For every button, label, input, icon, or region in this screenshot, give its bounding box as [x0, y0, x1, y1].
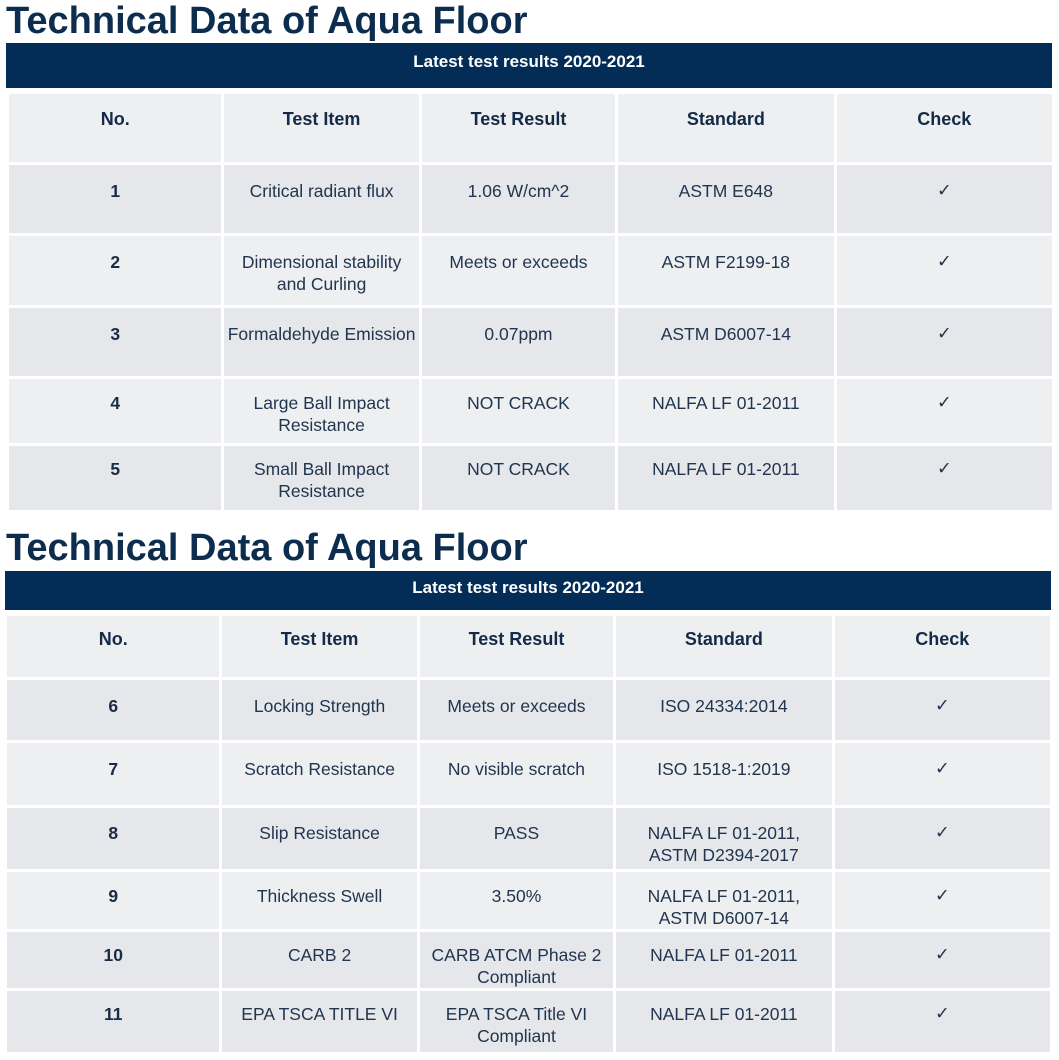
row-number: 2 [8, 235, 223, 307]
row-number: 6 [6, 679, 221, 742]
row-number: 3 [8, 307, 223, 378]
standard: NALFA LF 01-2011, ASTM D6007-14 [615, 871, 833, 931]
standard: ASTM F2199-18 [617, 235, 835, 307]
test-item: Dimensional stability and Curling [223, 235, 420, 307]
check-mark-icon: ✓ [835, 445, 1053, 512]
check-mark-icon: ✓ [833, 871, 1051, 931]
table-row [6, 990, 1052, 1054]
check-mark-icon: ✓ [835, 378, 1053, 445]
check-mark-icon: ✓ [833, 679, 1051, 742]
test-result: Meets or exceeds [420, 235, 616, 307]
test-item: EPA TSCA TITLE VI [221, 990, 418, 1054]
test-item: Formaldehyde Emission [223, 307, 420, 378]
row-number: 8 [6, 807, 221, 871]
standard: ASTM E648 [617, 164, 835, 235]
check-mark-icon: ✓ [833, 931, 1051, 990]
standard: NALFA LF 01-2011 [615, 931, 833, 990]
check-mark-icon: ✓ [833, 742, 1051, 807]
test-result: 1.06 W/cm^2 [420, 164, 616, 235]
table-row [8, 235, 1054, 307]
standard: NALFA LF 01-2011 [617, 445, 835, 512]
check-mark-icon: ✓ [835, 164, 1053, 235]
column-header-test-item: Test Item [221, 615, 418, 679]
column-header-check: Check [835, 93, 1053, 164]
test-item: Critical radiant flux [223, 164, 420, 235]
row-number: 1 [8, 164, 223, 235]
technical-data-section-1 [0, 0, 1059, 515]
section-title: Technical Data of Aqua Floor [6, 527, 528, 569]
table-row [6, 679, 1052, 742]
test-result: Meets or exceeds [418, 679, 614, 742]
test-item: Thickness Swell [221, 871, 418, 931]
section-title: Technical Data of Aqua Floor [6, 0, 528, 42]
row-number: 11 [6, 990, 221, 1054]
check-mark-icon: ✓ [833, 990, 1051, 1054]
column-header-standard: Standard [615, 615, 833, 679]
table-header-row [6, 615, 1052, 679]
check-mark-icon: ✓ [835, 307, 1053, 378]
column-header-test-result: Test Result [420, 93, 616, 164]
technical-data-section-2 [0, 525, 1059, 1060]
table-row [8, 445, 1054, 512]
test-item: CARB 2 [221, 931, 418, 990]
test-results-table [6, 91, 1055, 513]
test-result: NOT CRACK [420, 378, 616, 445]
test-result: PASS [418, 807, 614, 871]
standard: NALFA LF 01-2011, ASTM D2394-2017 [615, 807, 833, 871]
test-result: CARB ATCM Phase 2 Compliant [418, 931, 614, 990]
check-mark-icon: ✓ [833, 807, 1051, 871]
column-header-no: No. [6, 615, 221, 679]
test-results-table [4, 613, 1053, 1055]
test-result: NOT CRACK [420, 445, 616, 512]
row-number: 4 [8, 378, 223, 445]
table-row [8, 378, 1054, 445]
standard: ISO 24334:2014 [615, 679, 833, 742]
row-number: 10 [6, 931, 221, 990]
table-header-row [8, 93, 1054, 164]
check-mark-icon: ✓ [835, 235, 1053, 307]
column-header-check: Check [833, 615, 1051, 679]
test-item: Slip Resistance [221, 807, 418, 871]
table-row [6, 742, 1052, 807]
test-results-banner: Latest test results 2020-2021 [6, 43, 1052, 88]
standard: NALFA LF 01-2011 [617, 378, 835, 445]
table-row [8, 307, 1054, 378]
table-row [6, 931, 1052, 990]
standard: ASTM D6007-14 [617, 307, 835, 378]
test-result: 0.07ppm [420, 307, 616, 378]
test-item: Scratch Resistance [221, 742, 418, 807]
table-row [8, 164, 1054, 235]
table-row [6, 807, 1052, 871]
test-item: Large Ball Impact Resistance [223, 378, 420, 445]
column-header-standard: Standard [617, 93, 835, 164]
column-header-no: No. [8, 93, 223, 164]
test-item: Locking Strength [221, 679, 418, 742]
test-results-banner: Latest test results 2020-2021 [5, 571, 1051, 610]
column-header-test-item: Test Item [223, 93, 420, 164]
table-row [6, 871, 1052, 931]
column-header-test-result: Test Result [418, 615, 614, 679]
test-result: 3.50% [418, 871, 614, 931]
test-result: No visible scratch [418, 742, 614, 807]
standard: NALFA LF 01-2011 [615, 990, 833, 1054]
test-result: EPA TSCA Title VI Compliant [418, 990, 614, 1054]
row-number: 9 [6, 871, 221, 931]
standard: ISO 1518-1:2019 [615, 742, 833, 807]
row-number: 7 [6, 742, 221, 807]
test-item: Small Ball Impact Resistance [223, 445, 420, 512]
row-number: 5 [8, 445, 223, 512]
